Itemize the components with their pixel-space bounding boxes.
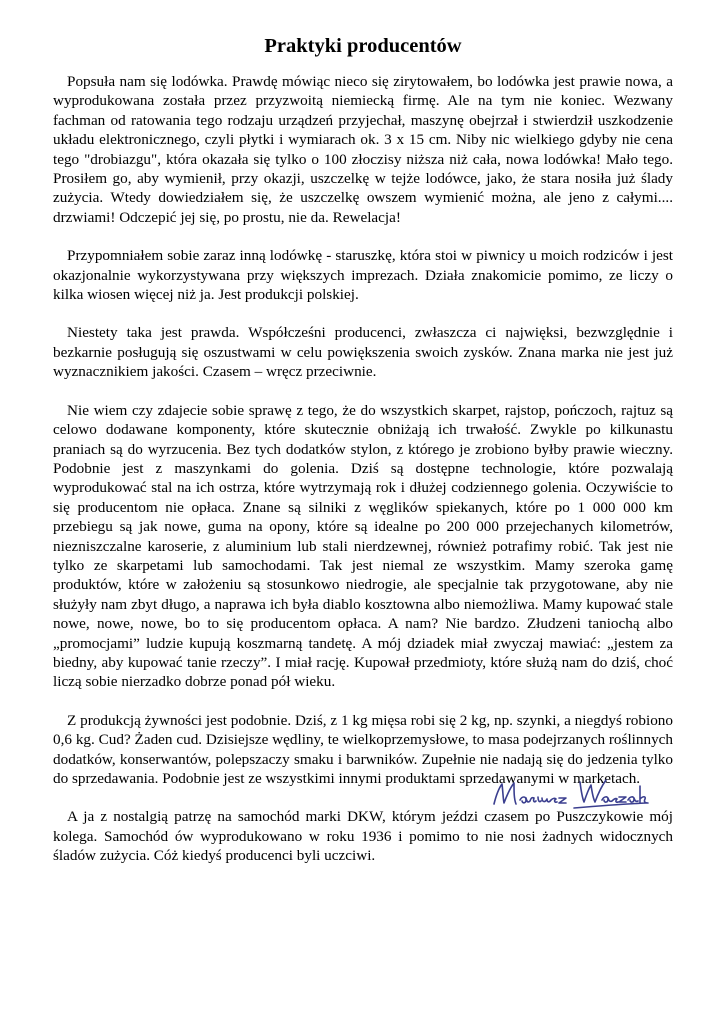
signature <box>488 770 658 820</box>
signature-image <box>488 770 658 820</box>
paragraph-3: Niestety taka jest prawda. Współcześni producenci, zwłaszcza ci najwięksi, bezwzględnie i bezkarnie posługują się oszustwami w celu powiększenia swoich zysków. Znana marka nie jest już wyznacznikiem jakości. Czasem – wręcz przeciwnie. <box>53 324 673 381</box>
paragraph-1: Popsuła nam się lodówka. Prawdę mówiąc nieco się zirytowałem, bo lodówka jest prawie nowa, a wyprodukowana została przez przyzwoitą niemiecką firmę. Ale na tym nie koniec. Wezwany fachman od ratowania tego rodzaju urządzeń przyjechał, maszynę obejrzał i stwierdził uszkodzenie układu elektronicznego, czyli płytki i wymiarach ok. 3 x 15 cm. Niby nic wielkiego gdyby nie cena tego "drobiazgu", która okazała się tylko o 100 złoczisy niższa niż cała, nowa lodówka! Mało tego. Prosiłem go, aby wymienił, przy okazji, uszczelkę w tejże lodówce, jako, że stara nosiła już ślady zużycia. Wtedy dowiedziałem się, że uszczelkę owszem wymienić można, ale jeno z całymi.... drzwiami! Odczepić jej się, po prostu, nie da. Rewelacja! <box>53 73 673 226</box>
paragraph-4: Nie wiem czy zdajecie sobie sprawę z tego, że do wszystkich skarpet, rajstop, pończoch, rajtuz są celowo dodawane komponenty, które skutecznie obniżają ich trwałość. Zwykle po kilkunastu praniach są do wyrzucenia. Bez tych dodatków stylon, z którego je zrobiono byłby prawie wieczny. Podobnie jest z maszynkami do golenia. Dziś są dostępne technologie, które pozwalają wyprodukować stal na ich ostrza, które wytrzymają rok i dłużej codziennego golenia. Oczywiście to się producentom nie opłaca. Znane są silniki z węglików spiekanych, które po 1 000 000 km przebiegu są jak nowe, guma na opony, które są idealne po 200 000 przejechanych kilometrów, niezniszczalne karoserie, z aluminium lub stali nierdzewnej, również potrafimy robić. Tak jest nie tylko ze skarpetami lub samochodami. Tak jest niemal ze wszystkim. Mamy szeroka gamę produktów, które w założeniu są stosunkowo niedrogie, ale specjalnie tak przygotowane, aby nie służyły nam zbyt długo, a naprawa ich była diablo kosztowna albo niemożliwa. Mamy kupować stale nowe, nowe, nowe, bo to się producentom opłaca. A nam? Nie bardzo. Złudzeni taniochą albo „promocjami” ludzie kupują koszmarną tandetę. A mój dziadek miał zwyczaj mawiać: „jestem za biedny, aby kupować tanie rzeczy”. I miał rację. Kupował przedmioty, które służą nam do dziś, choć liczą sobie nierzadko dobrze ponad pół wieku. <box>53 401 673 691</box>
paragraph-5: Z produkcją żywności jest podobnie. Dziś, z 1 kg mięsa robi się 2 kg, np. szynki, a niegdyś robiono 0,6 kg. Cud? Żaden cud. Dzisiejsze wędliny, te wielkoprzemysłowe, to masa podejrzanych roślinnych dodatków, konserwantów, polepszaczy smaku i barwników. Zupełnie nie nadają się do jedzenia tylko do sprzedawania. Podobnie jest ze wszystkimi innymi produktami sprzedawanymi w marketach. <box>53 711 673 787</box>
document-title: Praktyki producentów <box>264 35 462 57</box>
document-page <box>53 32 673 885</box>
paragraph-2: Przypomniałem sobie zaraz inną lodówkę - staruszkę, która stoi w piwnicy u moich rodziców i jest okazjonalnie wykorzystywana przy większych imprezach. Działa znakomicie pomimo, ze liczy o kilka wiosen więcej niż ja. Jest produkcji polskiej. <box>53 247 673 304</box>
paragraph-6: A ja z nostalgią patrzę na samochód marki DKW, którym jeździ czasem po Puszczykowie mój kolega. Samochód ów wyprodukowano w roku 1936 i pomimo to nie nosi żadnych widocznych śladów zużycia. Cóż kiedyś producenci byli uczciwi. <box>53 808 673 865</box>
